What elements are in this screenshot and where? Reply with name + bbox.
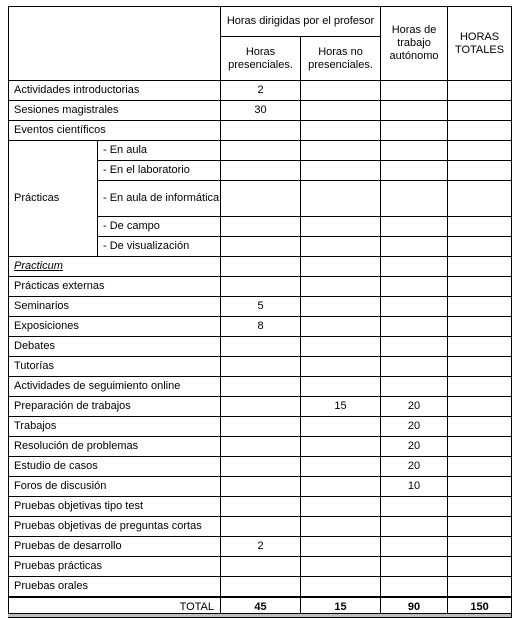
row-label: Eventos científicos (9, 121, 221, 141)
table-row (9, 337, 512, 357)
value-no-presenciales (301, 141, 381, 161)
header-autonomo: Horas de trabajo autónomo (381, 7, 448, 81)
value-presenciales (221, 357, 301, 377)
header-presenciales: Horas presenciales. (221, 37, 301, 81)
hours-table (8, 6, 512, 618)
value-totales (448, 141, 512, 161)
value-autonomo (381, 121, 448, 141)
value-autonomo (381, 557, 448, 577)
value-totales (448, 557, 512, 577)
value-totales (448, 437, 512, 457)
table-row (9, 141, 512, 161)
value-no-presenciales (301, 497, 381, 517)
value-presenciales (221, 577, 301, 597)
practicas-subrow-label: - En aula de informática (98, 181, 221, 217)
row-label: Pruebas prácticas (9, 557, 221, 577)
value-presenciales (221, 377, 301, 397)
row-label: Debates (9, 337, 221, 357)
header-blank (9, 7, 221, 81)
row-label (9, 257, 221, 277)
value-presenciales (221, 277, 301, 297)
value-totales (448, 181, 512, 217)
row-label: Sesiones magistrales (9, 101, 221, 121)
value-presenciales (221, 181, 301, 217)
value-totales (448, 377, 512, 397)
value-presenciales: 2 (221, 81, 301, 101)
value-presenciales (221, 457, 301, 477)
value-totales (448, 577, 512, 597)
value-autonomo (381, 101, 448, 121)
row-label: Tutorías (9, 357, 221, 377)
value-totales (448, 217, 512, 237)
value-autonomo (381, 217, 448, 237)
value-no-presenciales (301, 217, 381, 237)
value-no-presenciales (301, 257, 381, 277)
table-row (9, 417, 512, 437)
value-totales (448, 517, 512, 537)
value-no-presenciales (301, 477, 381, 497)
practicas-subrow-label: - En el laboratorio (98, 161, 221, 181)
value-totales (448, 121, 512, 141)
value-autonomo: 20 (381, 457, 448, 477)
value-no-presenciales (301, 181, 381, 217)
value-presenciales (221, 141, 301, 161)
value-no-presenciales (301, 517, 381, 537)
value-presenciales (221, 337, 301, 357)
row-label: Pruebas orales (9, 577, 221, 597)
value-totales (448, 317, 512, 337)
value-totales (448, 277, 512, 297)
value-no-presenciales (301, 557, 381, 577)
total-presenciales: 45 (221, 597, 301, 618)
table-row (9, 101, 512, 121)
value-presenciales (221, 237, 301, 257)
row-label: Resolución de problemas (9, 437, 221, 457)
value-no-presenciales (301, 457, 381, 477)
practicas-subrow-label: - En aula (98, 141, 221, 161)
value-totales (448, 477, 512, 497)
value-totales (448, 237, 512, 257)
value-presenciales: 8 (221, 317, 301, 337)
value-totales (448, 101, 512, 121)
value-autonomo (381, 161, 448, 181)
value-totales (448, 161, 512, 181)
value-totales (448, 357, 512, 377)
table-row (9, 277, 512, 297)
table-row (9, 497, 512, 517)
table-row (9, 517, 512, 537)
value-autonomo: 20 (381, 397, 448, 417)
value-totales (448, 337, 512, 357)
row-label: Pruebas de desarrollo (9, 537, 221, 557)
value-totales (448, 537, 512, 557)
table-row (9, 537, 512, 557)
header-dirigidas: Horas dirigidas por el profesor (221, 7, 381, 37)
row-label: Pruebas objetivas tipo test (9, 497, 221, 517)
table-row (9, 577, 512, 597)
row-label: Estudio de casos (9, 457, 221, 477)
value-presenciales: 2 (221, 537, 301, 557)
value-autonomo (381, 297, 448, 317)
value-autonomo (381, 577, 448, 597)
value-no-presenciales (301, 297, 381, 317)
value-no-presenciales: 15 (301, 397, 381, 417)
value-autonomo (381, 337, 448, 357)
value-presenciales (221, 397, 301, 417)
row-label: Exposiciones (9, 317, 221, 337)
value-autonomo: 10 (381, 477, 448, 497)
value-no-presenciales (301, 277, 381, 297)
value-no-presenciales (301, 357, 381, 377)
row-label: Foros de discusión (9, 477, 221, 497)
practicas-label: Prácticas (9, 141, 98, 257)
value-autonomo (381, 317, 448, 337)
value-presenciales: 5 (221, 297, 301, 317)
value-autonomo (381, 357, 448, 377)
value-autonomo (381, 377, 448, 397)
value-autonomo (381, 257, 448, 277)
value-no-presenciales (301, 437, 381, 457)
value-autonomo (381, 277, 448, 297)
value-no-presenciales (301, 417, 381, 437)
value-no-presenciales (301, 237, 381, 257)
total-totales: 150 (448, 597, 512, 618)
value-no-presenciales (301, 577, 381, 597)
value-autonomo: 20 (381, 417, 448, 437)
value-totales (448, 457, 512, 477)
value-presenciales (221, 497, 301, 517)
value-autonomo (381, 237, 448, 257)
value-presenciales (221, 557, 301, 577)
value-autonomo: 20 (381, 437, 448, 457)
row-label: Actividades introductorias (9, 81, 221, 101)
value-presenciales: 30 (221, 101, 301, 121)
row-label: Pruebas objetivas de preguntas cortas (9, 517, 221, 537)
value-autonomo (381, 517, 448, 537)
value-no-presenciales (301, 377, 381, 397)
table-row (9, 397, 512, 417)
value-autonomo (381, 181, 448, 217)
value-presenciales (221, 121, 301, 141)
header-totales: HORAS TOTALES (448, 7, 512, 81)
row-label: Preparación de trabajos (9, 397, 221, 417)
practicas-subrow-label: - De campo (98, 217, 221, 237)
table-row (9, 457, 512, 477)
table-row (9, 557, 512, 577)
value-totales (448, 81, 512, 101)
value-presenciales (221, 437, 301, 457)
value-no-presenciales (301, 101, 381, 121)
value-totales (448, 257, 512, 277)
value-presenciales (221, 477, 301, 497)
value-presenciales (221, 517, 301, 537)
value-totales (448, 497, 512, 517)
total-label: TOTAL (9, 597, 221, 618)
value-totales (448, 397, 512, 417)
table-row (9, 297, 512, 317)
value-no-presenciales (301, 337, 381, 357)
value-autonomo (381, 537, 448, 557)
table-row (9, 437, 512, 457)
value-no-presenciales (301, 317, 381, 337)
header-no-presenciales: Horas no presenciales. (301, 37, 381, 81)
row-label: Seminarios (9, 297, 221, 317)
value-no-presenciales (301, 537, 381, 557)
table-row (9, 357, 512, 377)
table-row (9, 121, 512, 141)
value-no-presenciales (301, 121, 381, 141)
practicas-subrow-label: - De visualización (98, 237, 221, 257)
row-label: Prácticas externas (9, 277, 221, 297)
table-row (9, 477, 512, 497)
row-label: Actividades de seguimiento online (9, 377, 221, 397)
table-row (9, 317, 512, 337)
value-presenciales (221, 417, 301, 437)
value-totales (448, 297, 512, 317)
table-row (9, 377, 512, 397)
value-presenciales (221, 161, 301, 181)
row-label-text: Practicum (14, 260, 63, 272)
total-no-presenciales: 15 (301, 597, 381, 618)
value-autonomo (381, 81, 448, 101)
value-presenciales (221, 217, 301, 237)
table-row (9, 81, 512, 101)
value-autonomo (381, 141, 448, 161)
value-no-presenciales (301, 81, 381, 101)
value-autonomo (381, 497, 448, 517)
row-label: Trabajos (9, 417, 221, 437)
value-no-presenciales (301, 161, 381, 181)
table-row (9, 257, 512, 277)
value-presenciales (221, 257, 301, 277)
bottom-rule (8, 613, 511, 617)
total-autonomo: 90 (381, 597, 448, 618)
value-totales (448, 417, 512, 437)
